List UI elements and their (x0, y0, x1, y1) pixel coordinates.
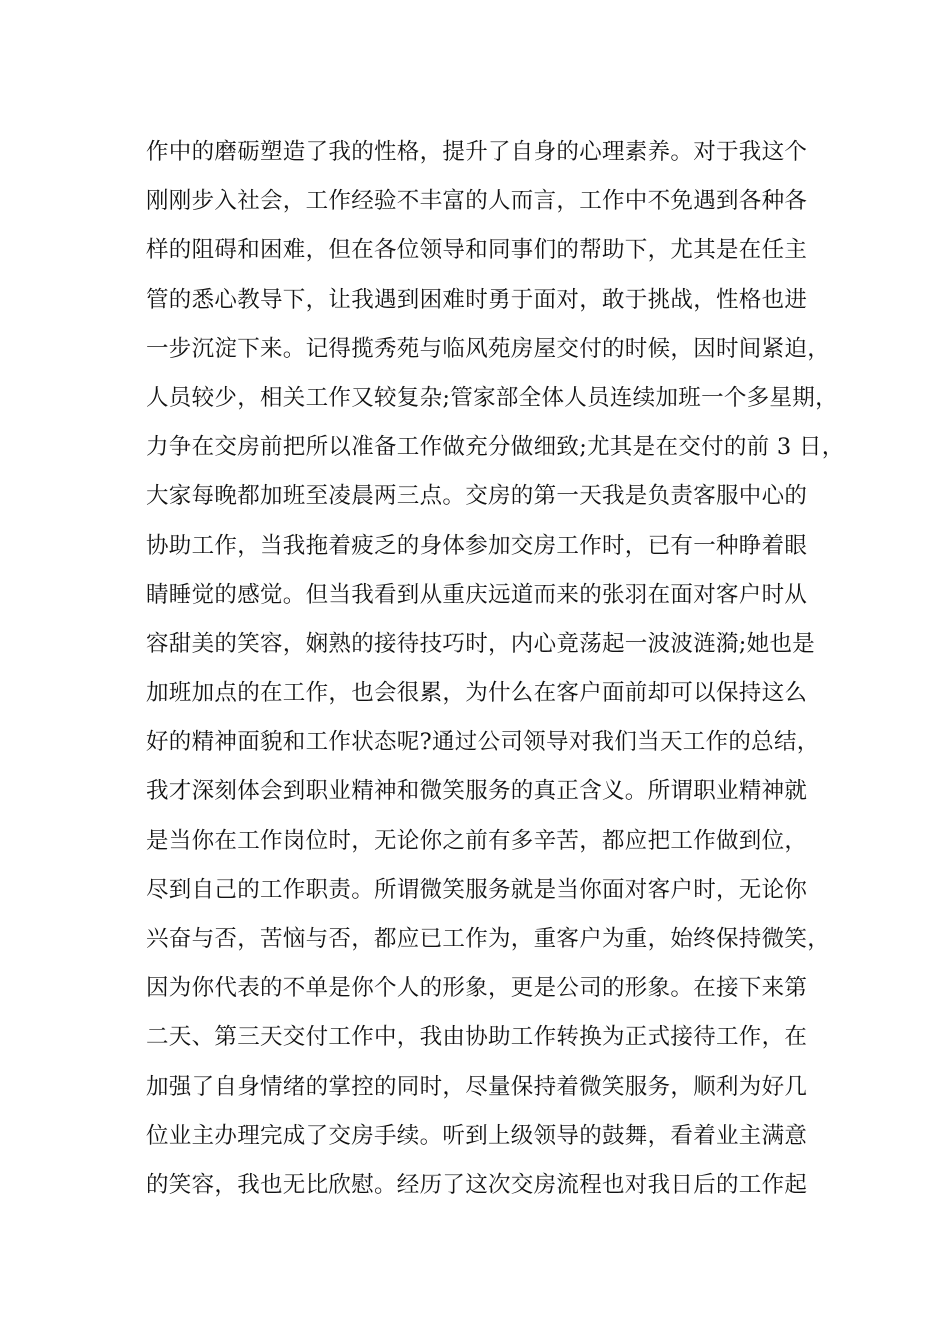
text-line: 我才深刻体会到职业精神和微笑服务的真正含义。所谓职业精神就 (146, 778, 808, 805)
text-line: 二天、第三天交付工作中，我由协助工作转换为正式接待工作，在 (146, 1024, 808, 1051)
text-line: 睛睡觉的感觉。但当我看到从重庆远道而来的张羽在面对客户时从 (146, 581, 808, 608)
text-line: 力争在交房前把所以准备工作做充分做细致;尤其是在交付的前 3 日， (146, 434, 845, 461)
text-line: 样的阻碍和困难，但在各位领导和同事们的帮助下，尤其是在任主 (146, 237, 808, 264)
text-line: 大家每晚都加班至凌晨两三点。交房的第一天我是负责客服中心的 (146, 483, 808, 510)
text-line: 兴奋与否，苦恼与否，都应已工作为，重客户为重，始终保持微笑， (146, 926, 831, 952)
text-line: 加班加点的在工作，也会很累，为什么在客户面前却可以保持这么 (146, 680, 808, 707)
text-line: 容甜美的笑容，娴熟的接待技巧时，内心竟荡起一波波涟漪;她也是 (146, 630, 816, 657)
text-line: 一步沉淀下来。记得揽秀苑与临风苑房屋交付的时候，因时间紧迫， (146, 335, 831, 362)
text-line: 是当你在工作岗位时，无论你之前有多辛苦，都应把工作做到位， (146, 827, 808, 854)
text-line: 尽到自己的工作职责。所谓微笑服务就是当你面对客户时，无论你 (146, 876, 808, 903)
text-line: 刚刚步入社会，工作经验不丰富的人而言，工作中不免遇到各种各 (146, 188, 808, 215)
text-line: 好的精神面貌和工作状态呢?通过公司领导对我们当天工作的总结， (146, 729, 820, 756)
text-line: 加强了自身情绪的掌控的同时，尽量保持着微笑服务，顺利为好几 (146, 1073, 808, 1100)
text-line: 管的悉心教导下，让我遇到困难时勇于面对，敢于挑战，性格也进 (146, 286, 808, 313)
body-text (146, 128, 845, 1210)
text-line: 位业主办理完成了交房手续。听到上级领导的鼓舞，看着业主满意 (146, 1122, 808, 1149)
text-line: 人员较少，相关工作又较复杂;管家部全体人员连续加班一个多星期， (146, 384, 838, 411)
text-line: 协助工作，当我拖着疲乏的身体参加交房工作时，已有一种睁着眼 (146, 532, 808, 559)
text-line: 的笑容，我也无比欣慰。经历了这次交房流程也对我日后的工作起 (146, 1171, 808, 1198)
text-line: 因为你代表的不单是你个人的形象，更是公司的形象。在接下来第 (146, 975, 808, 1002)
text-line: 作中的磨砺塑造了我的性格，提升了自身的心理素养。对于我这个 (146, 139, 808, 165)
